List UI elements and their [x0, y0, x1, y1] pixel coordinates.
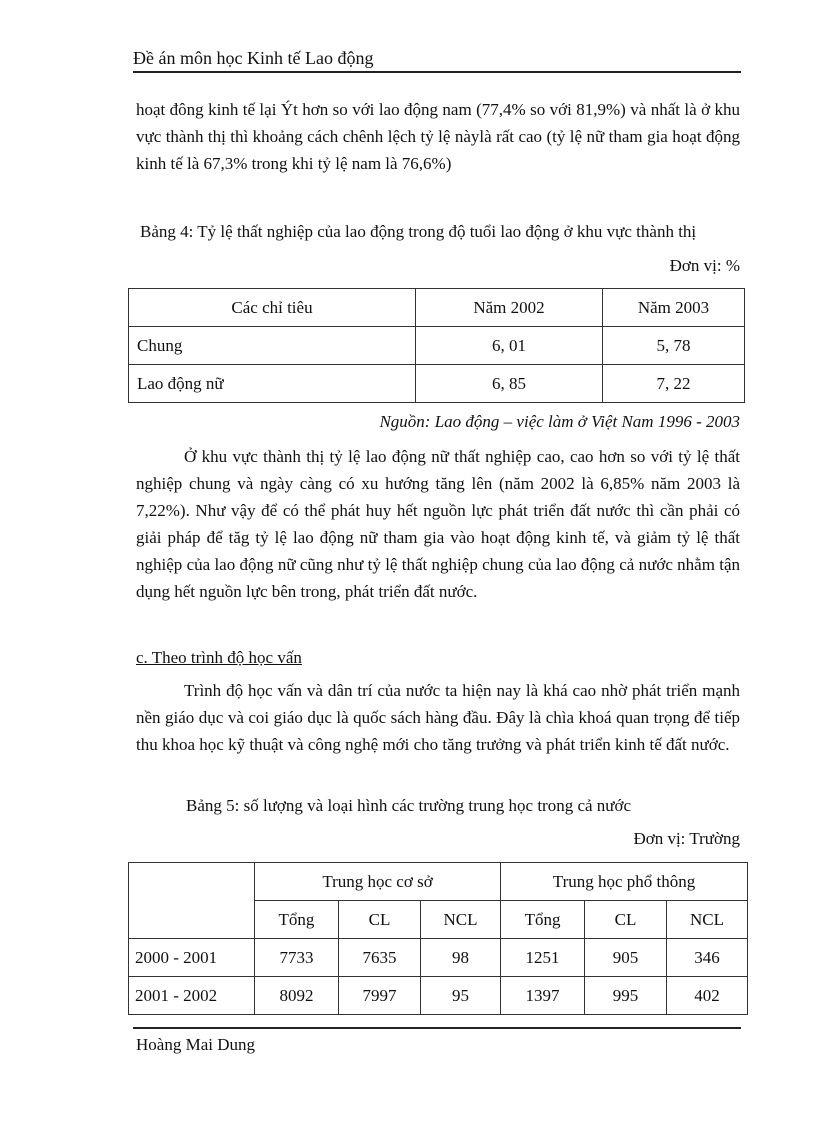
paragraph-3 — [136, 677, 740, 758]
subheader-cell: NCL — [421, 901, 501, 939]
table-cell: 402 — [667, 977, 748, 1015]
group-header-cell: Trung học cơ sở — [255, 863, 501, 901]
header-cell-empty — [129, 863, 255, 939]
table-cell: 95 — [421, 977, 501, 1015]
table-cell: 2001 - 2002 — [129, 977, 255, 1015]
table-row — [129, 327, 745, 365]
subheader-cell: NCL — [667, 901, 748, 939]
table-cell: 995 — [585, 977, 667, 1015]
subheader-cell: CL — [585, 901, 667, 939]
table-cell: 7997 — [339, 977, 421, 1015]
header-cell: Năm 2002 — [416, 289, 603, 327]
table-cell: 346 — [667, 939, 748, 977]
table4-source: Nguồn: Lao động – việc làm ở Việt Nam 1996 - 2003 — [379, 412, 740, 431]
table5-unit: Đơn vị: Trường — [633, 829, 740, 848]
table-cell: 7635 — [339, 939, 421, 977]
table4-caption: Bảng 4: Tỷ lệ thất nghiệp của lao động trong độ tuổi lao động ở khu vực thành thị — [140, 222, 697, 241]
table4-unit: Đơn vị: % — [669, 256, 740, 275]
header-cell: Năm 2003 — [603, 289, 745, 327]
table-cell: Chung — [129, 327, 416, 365]
table-row — [129, 939, 748, 977]
table-cell: 905 — [585, 939, 667, 977]
header-divider — [133, 71, 741, 73]
table-cell: 8092 — [255, 977, 339, 1015]
table5-caption: Bảng 5: số lượng và loại hình các trường trung học trong cả nước — [186, 796, 632, 815]
table-cell: 6, 85 — [416, 365, 603, 403]
table5-secondary-schools — [128, 862, 748, 1015]
header-cell: Các chỉ tiêu — [129, 289, 416, 327]
subheader-cell: Tổng — [501, 901, 585, 939]
table-row — [129, 977, 748, 1015]
table-cell: 1251 — [501, 939, 585, 977]
paragraph-1: hoạt đông kinh tế lại Ýt hơn so với lao động nam (77,4% so với 81,9%) và nhất là ở khu vực thành thị thì khoảng cách chênh lệch tỷ lệ nàylà rất cao (tỷ lệ nữ tham gia hoạt động kinh tế là 67,3% trong khi tỷ lệ nam là 76,6%) — [136, 100, 740, 173]
footer-divider — [133, 1027, 741, 1029]
group-header-cell: Trung học phổ thông — [501, 863, 748, 901]
table-cell: 5, 78 — [603, 327, 745, 365]
table-row — [129, 365, 745, 403]
page-header-title: Đề án môn học Kinh tế Lao động — [133, 48, 374, 68]
paragraph-3-text: Trình độ học vấn và dân trí của nước ta hiện nay là khá cao nhờ phát triển mạnh nền giáo dục và coi giáo dục là quốc sách hàng đầu. Đây là chìa khoá quan trọng để tiếp thu khoa học kỹ thuật và công nghệ mới cho tăng trưởng và phát triển kinh tế đất nước. — [136, 681, 740, 754]
subheader-cell: Tổng — [255, 901, 339, 939]
table-header-row — [129, 863, 748, 901]
table-cell: 1397 — [501, 977, 585, 1015]
table4-unemployment-rate — [128, 288, 745, 403]
footer-author: Hoàng Mai Dung — [136, 1035, 255, 1054]
subheader-cell: CL — [339, 901, 421, 939]
table-cell: Lao động nữ — [129, 365, 416, 403]
table-cell: 2000 - 2001 — [129, 939, 255, 977]
table-header-row — [129, 289, 745, 327]
table-cell: 6, 01 — [416, 327, 603, 365]
table-cell: 7733 — [255, 939, 339, 977]
section-heading: c. Theo trình độ học vấn — [136, 648, 302, 667]
paragraph-2-text: Ở khu vực thành thị tỷ lệ lao động nữ thất nghiệp cao, cao hơn so với tỷ lệ thất nghiệp chung và ngày càng có xu hướng tăng lên (năm 2002 là 6,85% năm 2003 là 7,22%). Như vậy để có thể phát huy hết nguồn lực phát triển đất nước thì cần phải có giải pháp để tăg tỷ lệ lao động nữ tham gia vào hoạt động kinh tế, và giảm tỷ lệ thất nghiệp của lao động nữ cũng như tỷ lệ thất nghiệp chung của lao động cả nước nhằm tận dụng hết nguồn lực bên trong, phát triển đất nước. — [136, 447, 740, 601]
paragraph-2 — [136, 443, 740, 605]
table-cell: 7, 22 — [603, 365, 745, 403]
table-cell: 98 — [421, 939, 501, 977]
